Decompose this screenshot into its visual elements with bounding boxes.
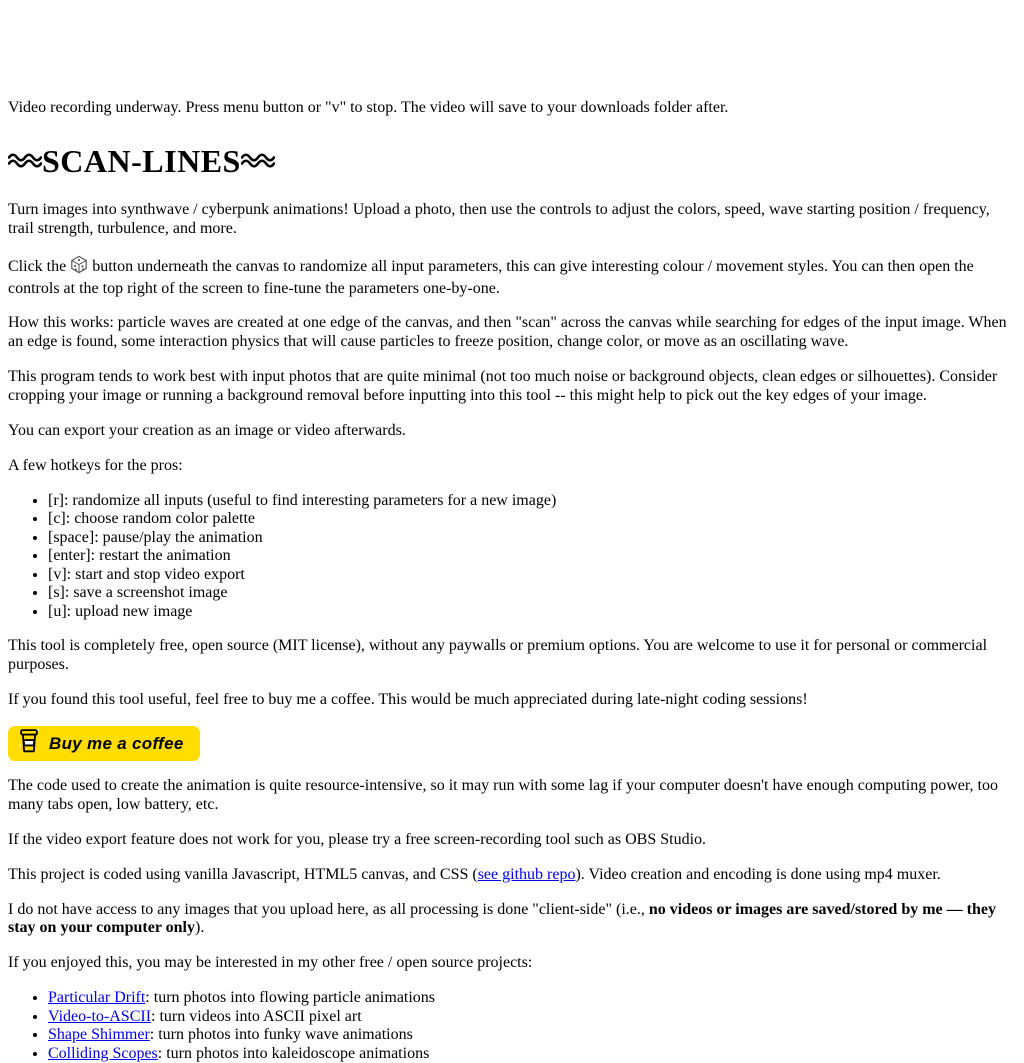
project-item-particular-drift (48, 989, 1016, 1008)
obs-paragraph: If the video export feature does not work for you, please try a free screen-recording tool such as OBS Studio. (8, 830, 707, 848)
project-desc: : turn photos into funky wave animations (149, 1026, 413, 1044)
dice-icon (70, 255, 88, 280)
coffee-cup-icon (18, 727, 40, 760)
wavy-dash-icon (241, 139, 275, 176)
coffee-paragraph: If you found this tool useful, feel free to buy me a coffee. This would be much appreciated during late-night coding sessions! (8, 691, 808, 709)
hotkey-item-restart: • [enter]: restart the animation (48, 547, 1016, 566)
hotkeys-intro: A few hotkeys for the pros: (8, 456, 183, 474)
intro-paragraph: Turn images into synthwave / cyberpunk animations! Upload a photo, then use the controls to adjust the colors, speed, wave starting position / frequency, trail strength, turbulence, and more. (8, 200, 990, 237)
stack-paragraph (8, 866, 1016, 885)
wavy-dash-icon (8, 139, 42, 176)
hotkey-item-randomize: • [r]: randomize all inputs (useful to find interesting parameters for a new image) (48, 492, 1016, 511)
page-title-text: SCAN-LINES (42, 142, 241, 179)
privacy-text-after: ). (194, 919, 205, 937)
randomize-text-after: button underneath the canvas to randomize all input parameters, this can give interesting colour / movement styles. You can then open the controls at the top right of the screen to fine-tune the parameters one-by-one. (8, 257, 974, 297)
privacy-text-before: I do not have access to any images that you upload here, as all processing is done "client-side" (i.e., (8, 900, 649, 918)
randomize-paragraph (8, 255, 1016, 299)
project-desc: : turn photos into kaleidoscope animations (157, 1044, 430, 1062)
project-item-shape-shimmer (48, 1026, 1016, 1045)
privacy-bold-text: no videos or images are saved/stored by me — they stay on your computer only (8, 900, 996, 937)
hotkey-item-screenshot: • [s]: save a screenshot image (48, 584, 1016, 603)
shape-shimmer-link[interactable]: Shape Shimmer (48, 1026, 150, 1044)
privacy-paragraph (8, 901, 1016, 939)
license-paragraph: This tool is completely free, open source (MIT license), without any paywalls or premium options. You are welcome to use it for personal or commercial purposes. (8, 637, 988, 674)
hotkey-item-palette: • [c]: choose random color palette (48, 510, 1016, 529)
project-desc: : turn photos into flowing particle animations (145, 989, 436, 1007)
best-input-paragraph: This program tends to work best with input photos that are quite minimal (not too much noise or background objects, clean edges or silhouettes). Consider cropping your image or running a background removal before inputting into this tool -- this might help to pick out the key edges of your image. (8, 368, 998, 404)
video-to-ascii-link[interactable]: Video-to-ASCII (48, 1007, 152, 1025)
recording-notice: Video recording underway. Press menu button or "v" to stop. The video will save to your downloads folder after. (8, 99, 729, 116)
coffee-button-label: Buy me a coffee (49, 733, 184, 753)
stack-text-before: This project is coded using vanilla Javascript, HTML5 canvas, and CSS ( (8, 865, 478, 883)
coffee-button-row (8, 726, 1016, 761)
project-item-colliding-scopes (48, 1045, 1016, 1063)
performance-paragraph: The code used to create the animation is quite resource-intensive, so it may run with some lag if your computer doesn't have enough computing power, too many tabs open, low battery, etc. (8, 777, 998, 813)
randomize-text-before: Click the (8, 257, 71, 275)
hotkey-item-upload: • [u]: upload new image (48, 603, 1016, 622)
hotkey-item-pause: • [space]: pause/play the animation (48, 529, 1016, 548)
stack-text-after: ). Video creation and encoding is done using mp4 muxer. (575, 865, 941, 883)
page-title (8, 139, 1016, 180)
hotkey-item-video: • [v]: start and stop video export (48, 566, 1016, 585)
colliding-scopes-link[interactable]: Colliding Scopes (48, 1044, 158, 1062)
particular-drift-link[interactable]: Particular Drift (48, 989, 146, 1007)
buy-me-a-coffee-button[interactable] (8, 726, 200, 761)
github-repo-link[interactable]: see github repo (477, 865, 576, 883)
projects-intro: If you enjoyed this, you may be interested in my other free / open source projects: (8, 954, 533, 972)
hotkeys-list (8, 492, 1016, 622)
projects-list (8, 989, 1016, 1063)
top-spacer (8, 0, 1016, 83)
project-desc: : turn videos into ASCII pixel art (151, 1007, 362, 1025)
export-paragraph: You can export your creation as an image or video afterwards. (8, 421, 406, 439)
how-it-works-paragraph: How this works: particle waves are created at one edge of the canvas, and then "scan" across the canvas while searching for edges of the input image. When an edge is found, some interaction physics that will cause particles to freeze position, change color, or move as an oscillating wave. (8, 314, 1007, 351)
